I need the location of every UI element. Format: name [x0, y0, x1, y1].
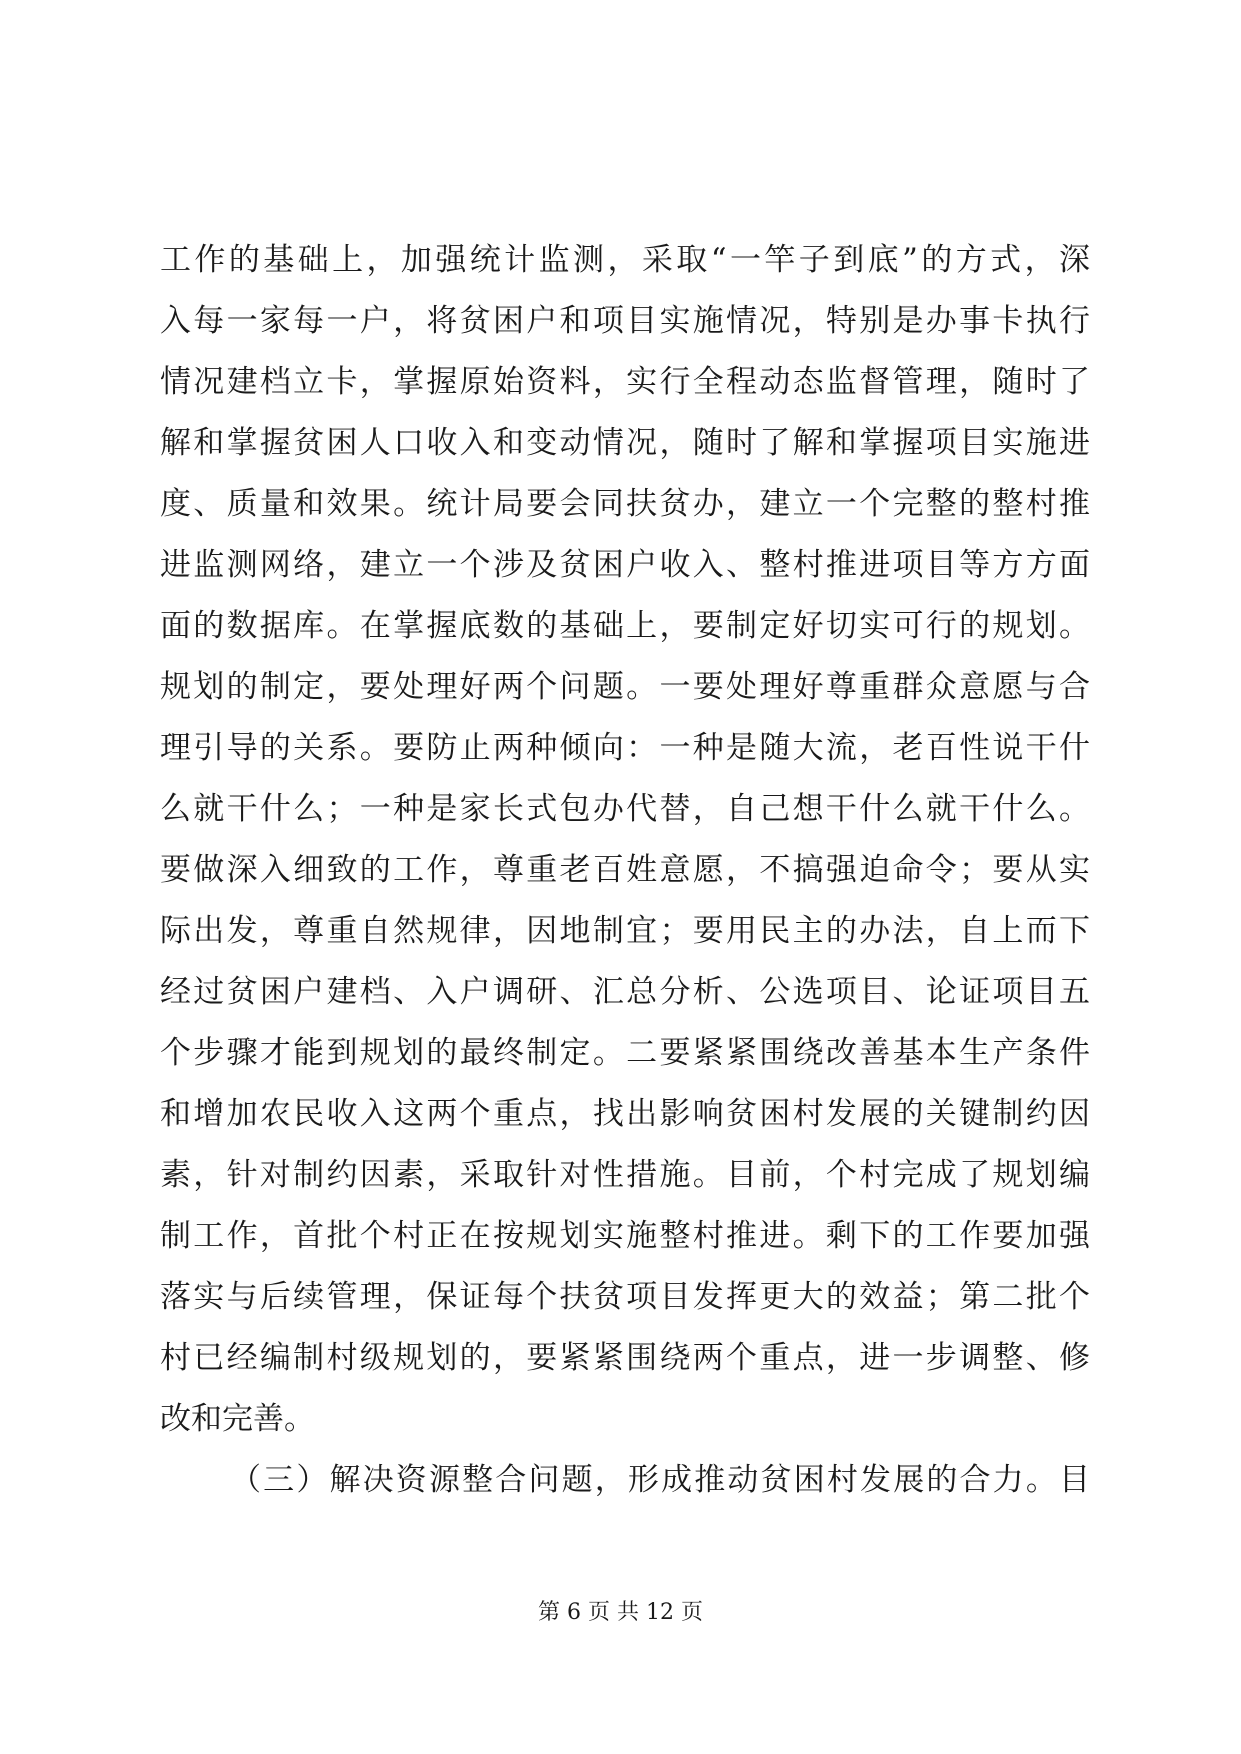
- text-line: 村已经编制村级规划的，要紧紧围绕两个重点，进一步调整、修: [160, 1340, 1090, 1376]
- page-footer: [0, 1598, 1241, 1628]
- text-line: 落实与后续管理，保证每个扶贫项目发挥更大的效益；第二批个: [160, 1279, 1090, 1315]
- text-line: 要做深入细致的工作，尊重老百姓意愿，不搞强迫命令；要从实: [160, 852, 1090, 888]
- text-line: 进监测网络，建立一个涉及贫困户收入、整村推进项目等方方面: [160, 547, 1090, 583]
- text-line: 么就干什么；一种是家长式包办代替，自己想干什么就干什么。: [160, 791, 1090, 827]
- text-line: 改和完善。: [160, 1401, 315, 1437]
- text-line: 经过贫困户建档、入户调研、汇总分析、公选项目、论证项目五: [160, 974, 1090, 1010]
- text-line: 工作的基础上，加强统计监测，采取“一竿子到底”的方式，深: [160, 242, 1090, 278]
- text-line: 情况建档立卡，掌握原始资料，实行全程动态监督管理，随时了: [160, 364, 1090, 400]
- text-line: 际出发，尊重自然规律，因地制宜；要用民主的办法，自上而下: [160, 913, 1090, 949]
- text-line: 度、质量和效果。统计局要会同扶贫办，建立一个完整的整村推: [160, 486, 1090, 522]
- text-line: 制工作，首批个村正在按规划实施整村推进。剩下的工作要加强: [160, 1218, 1090, 1254]
- text-line: 面的数据库。在掌握底数的基础上，要制定好切实可行的规划。: [160, 608, 1090, 644]
- text-line: 素，针对制约因素，采取针对性措施。目前，个村完成了规划编: [160, 1157, 1090, 1193]
- text-line: 入每一家每一户，将贫困户和项目实施情况，特别是办事卡执行: [160, 303, 1090, 339]
- text-line: 规划的制定，要处理好两个问题。一要处理好尊重群众意愿与合: [160, 669, 1090, 705]
- text-line: 个步骤才能到规划的最终制定。二要紧紧围绕改善基本生产条件: [160, 1035, 1090, 1071]
- page-number: 第 6 页 共 12 页: [538, 1600, 703, 1625]
- text-line: 理引导的关系。要防止两种倾向：一种是随大流，老百性说干什: [160, 730, 1090, 766]
- text-line: 解和掌握贫困人口收入和变动情况，随时了解和掌握项目实施进: [160, 425, 1090, 461]
- text-line: 和增加农民收入这两个重点，找出影响贫困村发展的关键制约因: [160, 1096, 1090, 1132]
- body-text: [160, 230, 1090, 1511]
- section-heading-line: （三）解决资源整合问题，形成推动贫困村发展的合力。目: [230, 1462, 1090, 1498]
